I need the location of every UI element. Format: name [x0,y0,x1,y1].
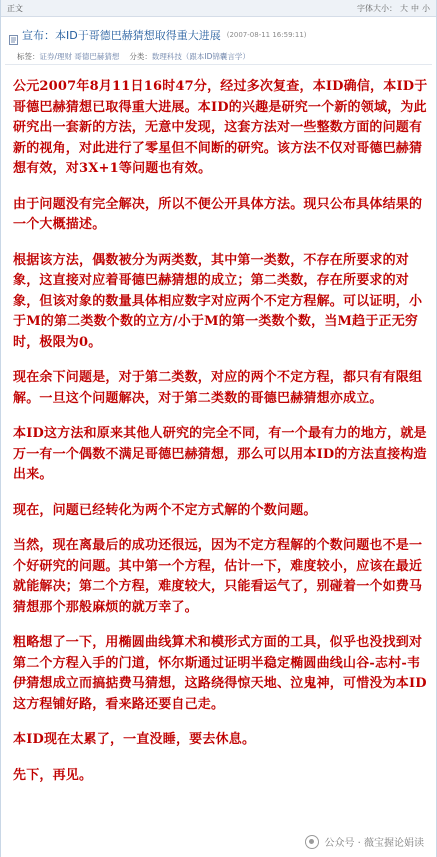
font-size-small[interactable]: 小 [422,3,430,13]
top-bar [1,0,436,17]
wechat-icon [305,835,319,849]
meta-category [129,51,250,62]
watermark [305,834,424,849]
tags-key: 标签： [17,52,40,61]
paragraph: 现在余下问题是，对于第二类数，对应的两个不定方程，都只有有限组解。一旦这个问题解决，对于第二类数的哥德巴赫猜想亦成立。 [13,370,423,406]
post-meta [9,51,428,62]
paragraph: 当然，现在离最后的成功还很远，因为不定方程解的个数问题也不是一个好研究的问题。其中第一个方程，估计一下，难度较小，应该在最近就能解决；第二个方程，难度较大，只能看运气了，别碰着一个如费马猜想那个那般麻烦的就万幸了。 [13,538,423,615]
watermark-text: 公众号 · 薇宝握论娟读 [324,838,424,849]
document-icon [9,30,18,40]
paragraph: 现在，问题已经转化为两个不定方式解的个数问题。 [13,502,317,518]
body-label: 正文 [7,3,23,13]
font-size-large[interactable]: 大 [400,3,408,13]
title-row [9,27,428,43]
post-title: 宣布：本ID于哥德巴赫猜想取得重大进展 [22,29,221,42]
tags-value[interactable]: 证券/理财 哥德巴赫猜想 [39,52,120,61]
post-header [5,23,432,65]
paragraph: 根据该方法，偶数被分为两类数，其中第一类数，不存在所要求的对象，这直接对应着哥德巴赫猜想的成立；第二类数，存在所要求的对象，但该对象的数量具体相应数字对应两个不定方程解。可以证明，小于M的第二类数个数的立方/小于M的第一类数个数，当M趋于正无穷时，极限为0。 [13,252,423,350]
paragraph: 先下，再见。 [13,767,93,783]
font-size-controls [357,3,430,14]
category-key: 分类： [129,52,152,61]
meta-tags [17,51,119,62]
paragraph: 本ID这方法和原来其他人研究的完全不同，有一个最有力的地方，就是万一有一个偶数不满足哥德巴赫猜想，那么可以用本ID的方法直接构造出来。 [13,426,427,482]
paragraph: 公元2007年8月11日16时47分，经过多次复查，本ID确信，本ID于哥德巴赫猜想已取得重大进展。本ID的兴趣是研究一个新的领域，为此研究出一套新的方法，无意中发现，这套方法对一些整数方面的问题有新的视角，对此进行了零星但不间断的研究。该方法不仅对哥德巴赫猜想有效，对3X+1等问题也有效。 [13,79,428,176]
category-value[interactable]: 数理科技（跟本ID锦囊言学） [151,52,250,61]
paragraph: 粗略想了一下，用椭圆曲线算术和模形式方面的工具，似乎也没找到对第二个方程入手的门道，怀尔斯通过证明半稳定椭圆曲线山谷-志村-韦伊猜想成立而搞掂费马猜想，这路绕得惊天地、泣鬼神，可惜没为本ID这方程铺好路，看来路还要自己走。 [13,635,427,712]
paragraph: 本ID现在太累了，一直没睡，要去休息。 [13,732,256,747]
paragraph: 由于问题没有完全解决，所以不便公开具体方法。现只公布具体结果的一个大概描述。 [13,196,423,232]
font-size-medium[interactable]: 中 [411,3,419,13]
post-date: (2007-08-11 16:59:11) [226,31,307,39]
font-size-label: 字体大小： [357,3,397,13]
post-body [1,65,436,786]
